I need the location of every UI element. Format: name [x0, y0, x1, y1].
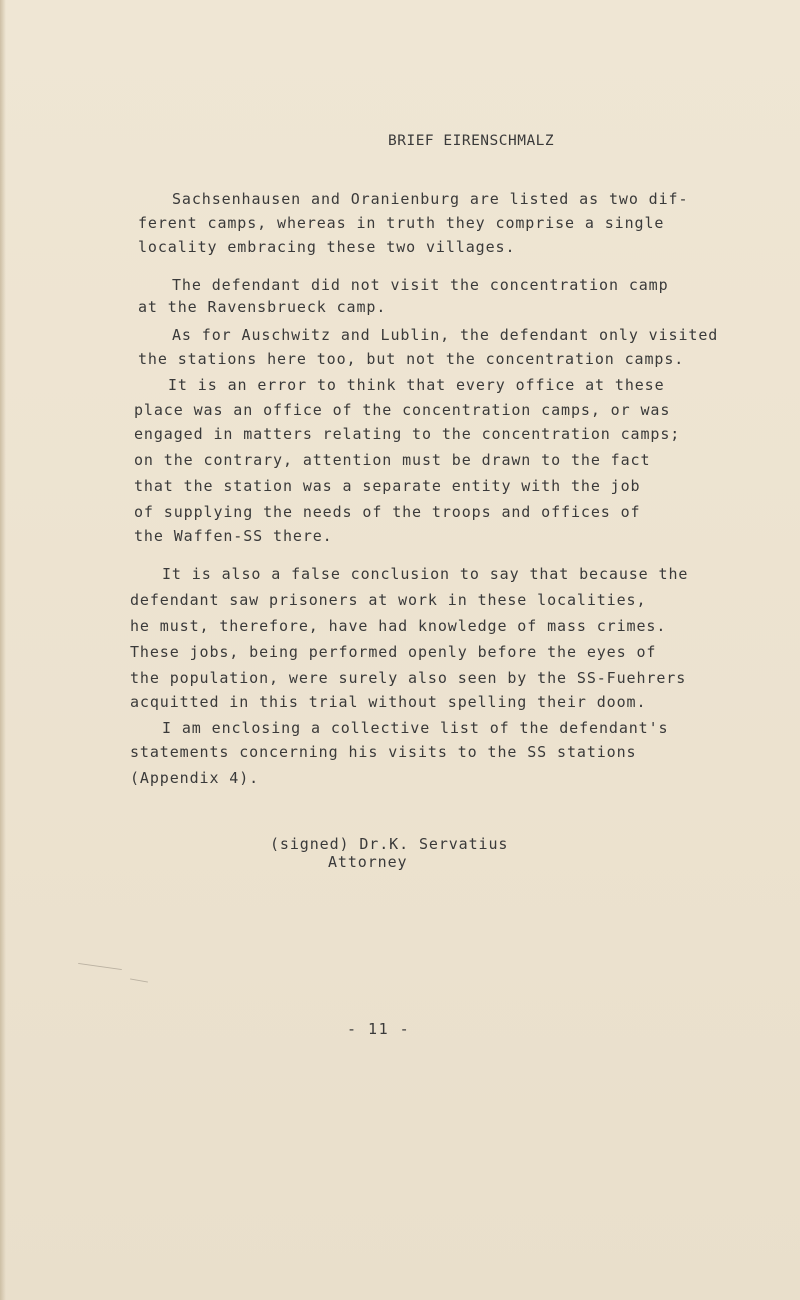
text-line: Sachsenhausen and Oranienburg are listed as two dif- [172, 190, 689, 208]
document-title: BRIEF EIRENSCHMALZ [388, 133, 555, 149]
signature-title: Attorney [328, 853, 408, 871]
text-line: at the Ravensbrueck camp. [138, 298, 387, 316]
text-line: the stations here too, but not the concentration camps. [138, 350, 685, 368]
page-number: - 11 - [347, 1020, 411, 1038]
text-line: of supplying the needs of the troops and offices of [134, 503, 641, 521]
text-line: acquitted in this trial without spelling their doom. [130, 693, 647, 711]
text-line: place was an office of the concentration camps, or was [134, 401, 671, 419]
page-edge-shadow [0, 0, 6, 1300]
text-line: ferent camps, whereas in truth they comprise a single [138, 214, 665, 232]
signature-line: (signed) Dr.K. Servatius [270, 835, 509, 853]
text-line: It is an error to think that every office at these [168, 376, 665, 394]
text-line: The defendant did not visit the concentration camp [172, 276, 669, 294]
text-line: It is also a false conclusion to say that because the [162, 565, 689, 583]
text-line: I am enclosing a collective list of the defendant's [162, 719, 669, 737]
text-line: engaged in matters relating to the concentration camps; [134, 425, 681, 443]
text-line: defendant saw prisoners at work in these localities, [130, 591, 647, 609]
stray-mark [78, 963, 122, 970]
text-line: These jobs, being performed openly before the eyes of [130, 643, 657, 661]
text-line: As for Auschwitz and Lublin, the defendant only visited [172, 326, 719, 344]
text-line: the population, were surely also seen by the SS-Fuehrers [130, 669, 687, 687]
text-line: on the contrary, attention must be drawn to the fact [134, 451, 651, 469]
text-line: locality embracing these two villages. [138, 238, 516, 256]
text-line: statements concerning his visits to the SS stations [130, 743, 637, 761]
text-line: he must, therefore, have had knowledge of mass crimes. [130, 617, 667, 635]
text-line: (Appendix 4). [130, 769, 260, 787]
stray-mark [130, 978, 148, 982]
text-line: the Waffen-SS there. [134, 527, 333, 545]
text-line: that the station was a separate entity with the job [134, 477, 641, 495]
